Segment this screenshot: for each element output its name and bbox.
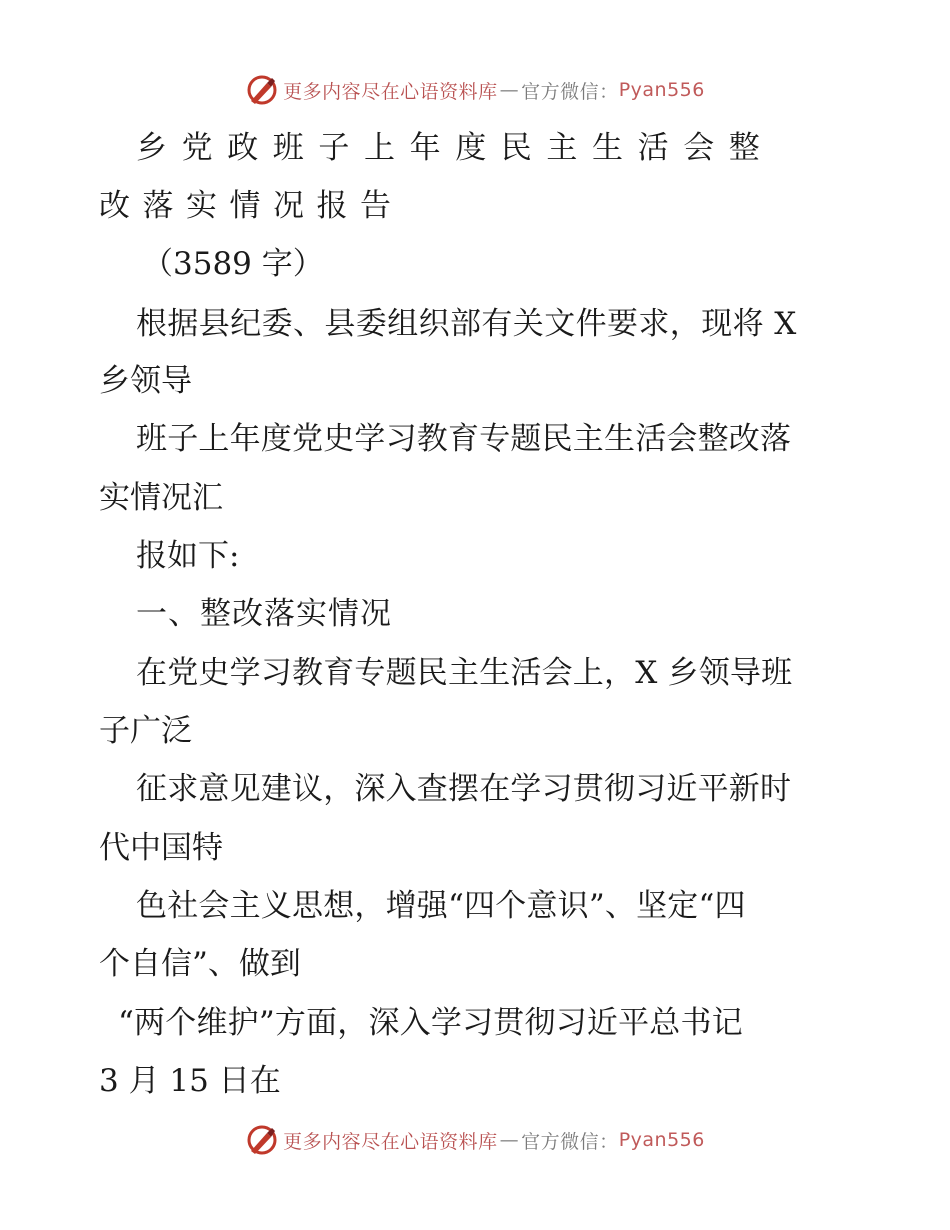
watermark-site-text: 更多内容尽在心语资料库: [283, 1130, 498, 1153]
paragraph-line: 个自信”、做到: [99, 946, 301, 982]
paragraph-line: 3 月 15 日在: [99, 1063, 281, 1099]
word-count: （3589 字）: [142, 246, 324, 282]
watermark-wechat-label: 官方微信：: [521, 1130, 619, 1153]
paragraph-line: 在党史学习教育专题民主生活会上，X 乡领导班: [136, 655, 793, 691]
document-title-line-1: 乡党政班子上年度民主生活会整: [136, 130, 775, 166]
watermark-dash: —: [499, 1129, 520, 1151]
footer-watermark: [0, 1120, 950, 1160]
watermark-dash: —: [499, 79, 520, 101]
watermark-site-text: 更多内容尽在心语资料库: [283, 80, 498, 103]
section-heading: 一、整改落实情况: [136, 596, 392, 632]
watermark-wechat-id: Pyan556: [618, 1129, 705, 1151]
paragraph-line: 色社会主义思想，增强“四个意识”、坚定“四: [136, 888, 746, 924]
paragraph-line: 征求意见建议，深入查摆在学习贯彻习近平新时: [136, 771, 792, 807]
document-title-line-2: 改落实情况报告: [99, 188, 404, 224]
paragraph-line: 报如下:: [136, 538, 240, 574]
watermark-wechat-label: 官方微信：: [521, 80, 619, 103]
paragraph-line: 根据县纪委、县委组织部有关文件要求，现将 X: [136, 306, 797, 342]
paragraph-line: 乡领导: [99, 363, 192, 399]
paragraph-line: 实情况汇: [99, 480, 223, 516]
pen-logo-icon: [245, 1123, 279, 1157]
paragraph-line: 子广泛: [99, 713, 192, 749]
pen-logo-icon: [245, 73, 279, 107]
paragraph-line: 代中国特: [99, 830, 223, 866]
paragraph-line: 班子上年度党史学习教育专题民主生活会整改落: [136, 421, 792, 457]
watermark-wechat-id: Pyan556: [618, 79, 705, 101]
header-watermark: [0, 70, 950, 110]
paragraph-line: “两个维护”方面，深入学习贯彻习近平总书记: [118, 1005, 743, 1041]
